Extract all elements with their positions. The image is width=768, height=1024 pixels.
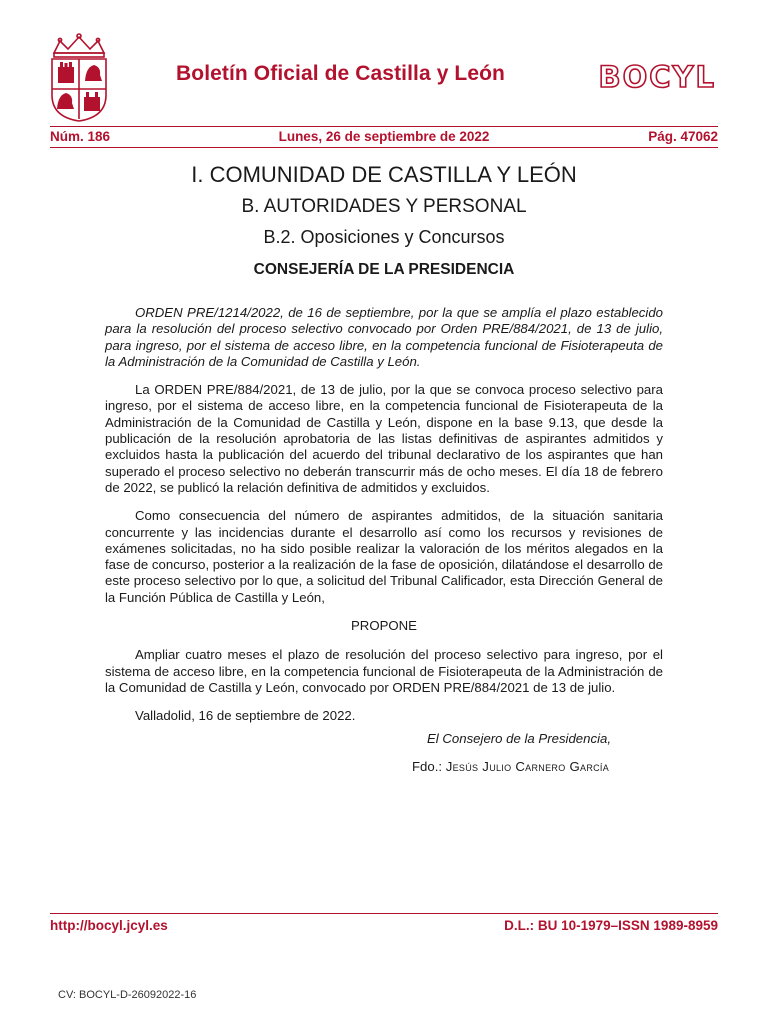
body-paragraph-3: Ampliar cuatro meses el plazo de resolución del proceso selectivo para ingreso, por el sistema de acceso libre, en la competencia funcional de Fisioterapeuta de la Administración de la Comunidad de Castilla y León, convocado por ORDEN PRE/884/2021 de 13 de julio. bbox=[105, 647, 663, 695]
section-level1-heading: I. COMUNIDAD DE CASTILLA Y LEÓN bbox=[191, 162, 577, 187]
cv-code: CV: BOCYL-D-26092022-16 bbox=[58, 989, 197, 1001]
section-level3-heading: B.2. Oposiciones y Concursos bbox=[263, 227, 505, 247]
page-number: Pág. 47062 bbox=[648, 129, 718, 144]
department-heading: CONSEJERÍA DE LA PRESIDENCIA bbox=[253, 261, 515, 278]
issue-date: Lunes, 26 de septiembre de 2022 bbox=[278, 129, 490, 144]
section-level2-heading: B. AUTORIDADES Y PERSONAL bbox=[241, 196, 527, 217]
place-date: Valladolid, 16 de septiembre de 2022. bbox=[135, 708, 356, 724]
bocyl-logo: BOCYL bbox=[598, 60, 716, 94]
signature-name: Jesús Julio Carnero García bbox=[445, 758, 610, 774]
propone-heading: PROPONE bbox=[351, 618, 417, 634]
bulletin-title: Boletín Oficial de Castilla y León bbox=[176, 62, 505, 85]
legal-deposit: D.L.: BU 10-1979–ISSN 1989-8959 bbox=[504, 918, 718, 933]
order-summary: ORDEN PRE/1214/2022, de 16 de septiembre, por la que se amplía el plazo establecido para la resolución del proceso selectivo convocado por Orden PRE/884/2021, de 13 de julio, para ingreso, por el sistema de acceso libre, en la competencia funcional de Fisioterapeuta de la Administración de la Comunidad de Castilla y León. bbox=[105, 305, 663, 369]
issue-meta-row bbox=[50, 129, 718, 145]
issue-number: Núm. 186 bbox=[50, 129, 111, 144]
body-paragraph-2: Como consecuencia del número de aspirantes admitidos, de la situación sanitaria concurrente y las incidencias durante el desarrollo así como los recursos y revisiones de exámenes solicitadas, no ha sido posible realizar la valoración de los méritos alegados en la fase de concurso, posterior a la realización de la fase de oposición, dilatándose el desarrollo de este proceso selectivo por lo que, a solicitud del Tribunal Calificador, esta Dirección General de la Función Pública de Castilla y León, bbox=[105, 508, 663, 605]
footer-rule bbox=[50, 913, 718, 914]
coat-of-arms-icon bbox=[48, 33, 110, 123]
signature-prefix: Fdo.: bbox=[412, 758, 443, 774]
bulletin-url-link[interactable]: http://bocyl.jcyl.es bbox=[50, 918, 168, 933]
header-rule-bottom bbox=[50, 147, 718, 148]
footer-row bbox=[50, 918, 718, 934]
body-paragraph-1: La ORDEN PRE/884/2021, de 13 de julio, por la que se convoca proceso selectivo para ingreso, por el sistema de acceso libre, en la competencia funcional de Fisioterapeuta de la Administración de la Comunidad de Castilla y León, dispone en la base 9.13, que desde la publicación de la resolución aprobatoria de las listas definitivas de aspirantes admitidos y excluidos hasta la publicación del acuerdo del tribunal declarativo de los aspirantes que han superado el proceso selectivo no deberán transcurrir más de ocho meses. El día 18 de febrero de 2022, se publicó la relación definitiva de admitidos y excluidos. bbox=[105, 382, 663, 495]
signature-line bbox=[105, 759, 663, 775]
signature-role: El Consejero de la Presidencia, bbox=[427, 730, 611, 746]
header-rule-top bbox=[50, 126, 718, 127]
document-body bbox=[105, 305, 663, 787]
